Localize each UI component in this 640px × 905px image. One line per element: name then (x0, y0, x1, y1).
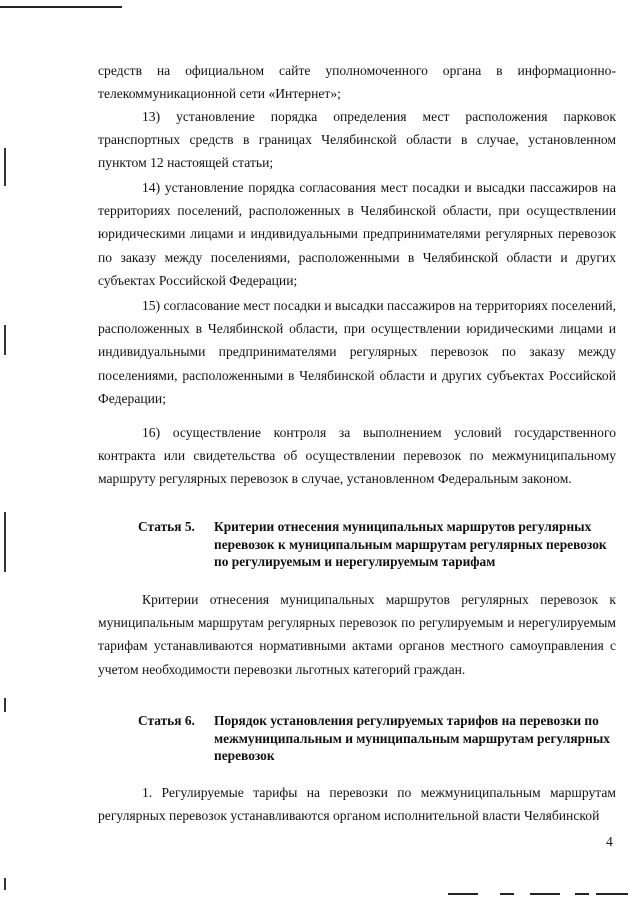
scan-artifact-margin (4, 148, 6, 186)
paragraph-item-14: 14) установление порядка согласования мест посадки и высадки пассажиров на территориях поселений, расположенных в Челябинской области, при осуществлении юридическими лицами и индивидуальными предпринимателями регулярных перевозок по заказу между поселениями, расположенными в Челябинской области и других субъектах Российской Федерации; (98, 180, 616, 288)
page-number: 4 (606, 834, 613, 849)
scan-artifact-bottom (530, 893, 560, 895)
scan-artifact-bottom (596, 893, 628, 895)
paragraph-item-13: 13) установление порядка определения мест расположения парковок транспортных средств в границах Челябинской области в случае, установленном пунктом 12 настоящей статьи; (98, 109, 616, 171)
scan-artifact-margin (4, 512, 6, 572)
scan-artifact-bottom (448, 893, 478, 895)
paragraph-item-16: 16) осуществление контроля за выполнением условий государственного контракта или свидетельства об осуществлении перевозок по межмуниципальному маршруту регулярных перевозок в случае, установленном Федеральным законом. (98, 425, 616, 487)
paragraph-item-15: 15) согласование мест посадки и высадки пассажиров на территориях поселений, расположенных в Челябинской области, при осуществлении юридическими лицами и индивидуальными предпринимателями регулярных перевозок по заказу между поселениями, расположенными в Челябинской области и других субъектах Российской Федерации; (98, 298, 616, 406)
article-number: Статья 5. (138, 519, 195, 534)
paragraph-continuation: средств на официальном сайте уполномоченного органа в информационно-телекоммуникационной сети «Интернет»; (98, 63, 616, 102)
article-number: Статья 6. (138, 713, 195, 728)
scan-artifact-top (0, 6, 122, 8)
scan-artifact-bottom (500, 893, 514, 895)
article-5-body: Критерии отнесения муниципальных маршрутов регулярных перевозок к муниципальным маршрутам регулярных перевозок по регулируемым и нерегулируемым тарифам устанавливаются нормативными актами органов местного самоуправления с учетом необходимости перевозки льготных категорий граждан. (98, 592, 616, 677)
scan-artifact-margin (4, 325, 6, 355)
article-title: Критерии отнесения муниципальных маршрутов регулярных перевозок к муниципальным маршрутам регулярных перевозок по регулируемым и нерегулируемым тарифам (214, 519, 607, 569)
article-6-heading (138, 712, 618, 765)
scan-artifact-margin (4, 698, 6, 712)
article-6-body: 1. Регулируемые тарифы на перевозки по межмуниципальным маршрутам регулярных перевозок устанавливаются органом исполнительной власти Челябинской (98, 785, 616, 824)
scan-artifact-bottom (575, 893, 589, 895)
article-title: Порядок установления регулируемых тарифов на перевозки по межмуниципальным и муниципальным маршрутам регулярных перевозок (214, 713, 610, 763)
article-5-heading (138, 518, 618, 571)
scan-artifact-margin (4, 878, 6, 890)
